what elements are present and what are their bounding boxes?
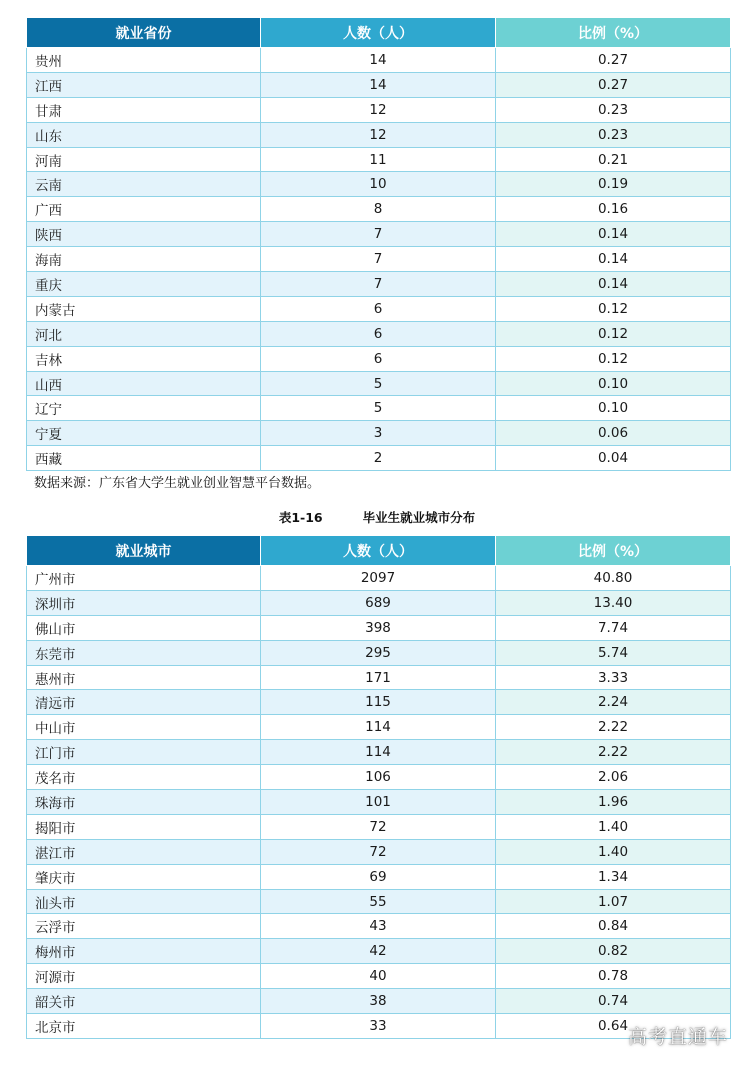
row-count: 8 bbox=[261, 197, 496, 222]
table-row bbox=[27, 172, 731, 197]
row-count: 14 bbox=[261, 48, 496, 73]
row-label: 江门市 bbox=[27, 740, 261, 765]
row-ratio: 13.40 bbox=[496, 590, 731, 615]
row-ratio: 1.40 bbox=[496, 814, 731, 839]
row-label: 山东 bbox=[27, 122, 261, 147]
province-table-body bbox=[27, 48, 731, 471]
table-row bbox=[27, 690, 731, 715]
row-count: 72 bbox=[261, 814, 496, 839]
row-ratio: 5.74 bbox=[496, 640, 731, 665]
row-count: 38 bbox=[261, 989, 496, 1014]
row-ratio: 2.22 bbox=[496, 740, 731, 765]
row-ratio: 3.33 bbox=[496, 665, 731, 690]
row-ratio: 0.12 bbox=[496, 346, 731, 371]
row-count: 114 bbox=[261, 740, 496, 765]
row-label: 吉林 bbox=[27, 346, 261, 371]
row-ratio: 0.78 bbox=[496, 964, 731, 989]
row-ratio: 0.12 bbox=[496, 296, 731, 321]
table-caption-title: 毕业生就业城市分布 bbox=[362, 510, 476, 525]
row-label: 甘肃 bbox=[27, 97, 261, 122]
row-count: 398 bbox=[261, 615, 496, 640]
row-count: 6 bbox=[261, 346, 496, 371]
row-ratio: 1.34 bbox=[496, 864, 731, 889]
row-label: 茂名市 bbox=[27, 765, 261, 790]
row-ratio: 0.21 bbox=[496, 147, 731, 172]
row-label: 东莞市 bbox=[27, 640, 261, 665]
row-count: 5 bbox=[261, 371, 496, 396]
table-row bbox=[27, 346, 731, 371]
data-source-note: 数据来源：广东省大学生就业创业智慧平台数据。 bbox=[34, 476, 321, 491]
row-count: 171 bbox=[261, 665, 496, 690]
table-row bbox=[27, 421, 731, 446]
row-label: 江西 bbox=[27, 72, 261, 97]
row-label: 广州市 bbox=[27, 566, 261, 591]
row-count: 106 bbox=[261, 765, 496, 790]
row-label: 贵州 bbox=[27, 48, 261, 73]
row-count: 2097 bbox=[261, 566, 496, 591]
row-ratio: 0.10 bbox=[496, 371, 731, 396]
row-ratio: 0.74 bbox=[496, 989, 731, 1014]
table-row bbox=[27, 97, 731, 122]
row-count: 295 bbox=[261, 640, 496, 665]
row-ratio: 0.14 bbox=[496, 247, 731, 272]
row-count: 72 bbox=[261, 839, 496, 864]
row-label: 陕西 bbox=[27, 222, 261, 247]
table-row bbox=[27, 765, 731, 790]
row-count: 7 bbox=[261, 222, 496, 247]
row-label: 宁夏 bbox=[27, 421, 261, 446]
row-ratio: 0.64 bbox=[496, 1014, 731, 1039]
row-count: 33 bbox=[261, 1014, 496, 1039]
row-label: 惠州市 bbox=[27, 665, 261, 690]
row-label: 中山市 bbox=[27, 715, 261, 740]
row-ratio: 0.14 bbox=[496, 272, 731, 297]
table-row bbox=[27, 147, 731, 172]
row-label: 河南 bbox=[27, 147, 261, 172]
row-count: 3 bbox=[261, 421, 496, 446]
row-ratio: 40.80 bbox=[496, 566, 731, 591]
row-label: 重庆 bbox=[27, 272, 261, 297]
table-row bbox=[27, 640, 731, 665]
row-count: 14 bbox=[261, 72, 496, 97]
row-count: 2 bbox=[261, 446, 496, 471]
row-label: 梅州市 bbox=[27, 939, 261, 964]
table-row bbox=[27, 740, 731, 765]
province-employment-table bbox=[26, 17, 731, 471]
row-label: 云南 bbox=[27, 172, 261, 197]
row-label: 韶关市 bbox=[27, 989, 261, 1014]
table-row bbox=[27, 864, 731, 889]
row-count: 7 bbox=[261, 272, 496, 297]
row-label: 汕头市 bbox=[27, 889, 261, 914]
table-header-row bbox=[27, 536, 731, 566]
row-ratio: 2.24 bbox=[496, 690, 731, 715]
table-row bbox=[27, 615, 731, 640]
column-header-ratio: 比例（%） bbox=[496, 536, 731, 566]
row-count: 40 bbox=[261, 964, 496, 989]
row-ratio: 0.27 bbox=[496, 48, 731, 73]
row-ratio: 0.23 bbox=[496, 97, 731, 122]
row-count: 6 bbox=[261, 296, 496, 321]
row-ratio: 0.16 bbox=[496, 197, 731, 222]
row-count: 6 bbox=[261, 321, 496, 346]
column-header-count: 人数（人） bbox=[261, 18, 496, 48]
table-row bbox=[27, 939, 731, 964]
row-ratio: 0.14 bbox=[496, 222, 731, 247]
row-label: 海南 bbox=[27, 247, 261, 272]
table-row bbox=[27, 122, 731, 147]
row-ratio: 0.04 bbox=[496, 446, 731, 471]
row-count: 115 bbox=[261, 690, 496, 715]
row-label: 肇庆市 bbox=[27, 864, 261, 889]
table-row bbox=[27, 989, 731, 1014]
table-header-row bbox=[27, 18, 731, 48]
table-row bbox=[27, 371, 731, 396]
row-count: 11 bbox=[261, 147, 496, 172]
row-ratio: 0.82 bbox=[496, 939, 731, 964]
row-ratio: 1.96 bbox=[496, 790, 731, 815]
row-ratio: 0.19 bbox=[496, 172, 731, 197]
row-count: 55 bbox=[261, 889, 496, 914]
row-label: 山西 bbox=[27, 371, 261, 396]
row-label: 河北 bbox=[27, 321, 261, 346]
row-count: 7 bbox=[261, 247, 496, 272]
row-label: 河源市 bbox=[27, 964, 261, 989]
column-header-city: 就业城市 bbox=[27, 536, 261, 566]
row-label: 西藏 bbox=[27, 446, 261, 471]
table-row bbox=[27, 48, 731, 73]
table-row bbox=[27, 272, 731, 297]
table-caption-number: 表1-16 bbox=[278, 510, 323, 525]
row-ratio: 0.12 bbox=[496, 321, 731, 346]
row-ratio: 2.06 bbox=[496, 765, 731, 790]
table-row bbox=[27, 566, 731, 591]
table-row bbox=[27, 914, 731, 939]
row-count: 12 bbox=[261, 97, 496, 122]
row-count: 12 bbox=[261, 122, 496, 147]
row-label: 深圳市 bbox=[27, 590, 261, 615]
row-count: 5 bbox=[261, 396, 496, 421]
table-row bbox=[27, 396, 731, 421]
table-row bbox=[27, 590, 731, 615]
table-row bbox=[27, 715, 731, 740]
table-row bbox=[27, 72, 731, 97]
table-row bbox=[27, 446, 731, 471]
row-label: 珠海市 bbox=[27, 790, 261, 815]
row-label: 辽宁 bbox=[27, 396, 261, 421]
row-label: 湛江市 bbox=[27, 839, 261, 864]
row-ratio: 2.22 bbox=[496, 715, 731, 740]
column-header-count: 人数（人） bbox=[261, 536, 496, 566]
row-label: 内蒙古 bbox=[27, 296, 261, 321]
row-count: 43 bbox=[261, 914, 496, 939]
row-ratio: 0.27 bbox=[496, 72, 731, 97]
row-label: 佛山市 bbox=[27, 615, 261, 640]
row-label: 北京市 bbox=[27, 1014, 261, 1039]
column-header-province: 就业省份 bbox=[27, 18, 261, 48]
table-row bbox=[27, 197, 731, 222]
row-ratio: 1.40 bbox=[496, 839, 731, 864]
row-ratio: 0.84 bbox=[496, 914, 731, 939]
watermark-text: 高考直通车 bbox=[627, 1026, 728, 1048]
row-ratio: 7.74 bbox=[496, 615, 731, 640]
table-row bbox=[27, 790, 731, 815]
table-row bbox=[27, 1014, 731, 1039]
table-row bbox=[27, 321, 731, 346]
row-count: 10 bbox=[261, 172, 496, 197]
row-count: 69 bbox=[261, 864, 496, 889]
row-label: 清远市 bbox=[27, 690, 261, 715]
table-row bbox=[27, 839, 731, 864]
row-count: 42 bbox=[261, 939, 496, 964]
table-row bbox=[27, 222, 731, 247]
row-count: 114 bbox=[261, 715, 496, 740]
row-label: 云浮市 bbox=[27, 914, 261, 939]
city-employment-table bbox=[26, 535, 731, 1039]
row-label: 揭阳市 bbox=[27, 814, 261, 839]
table-row bbox=[27, 814, 731, 839]
table-row bbox=[27, 889, 731, 914]
row-count: 689 bbox=[261, 590, 496, 615]
row-ratio: 0.23 bbox=[496, 122, 731, 147]
column-header-ratio: 比例（%） bbox=[496, 18, 731, 48]
table-caption bbox=[0, 508, 754, 526]
table-row bbox=[27, 296, 731, 321]
table-row bbox=[27, 247, 731, 272]
row-ratio: 0.06 bbox=[496, 421, 731, 446]
row-count: 101 bbox=[261, 790, 496, 815]
city-table-body bbox=[27, 566, 731, 1039]
table-row bbox=[27, 665, 731, 690]
table-row bbox=[27, 964, 731, 989]
row-ratio: 0.10 bbox=[496, 396, 731, 421]
row-ratio: 1.07 bbox=[496, 889, 731, 914]
row-label: 广西 bbox=[27, 197, 261, 222]
